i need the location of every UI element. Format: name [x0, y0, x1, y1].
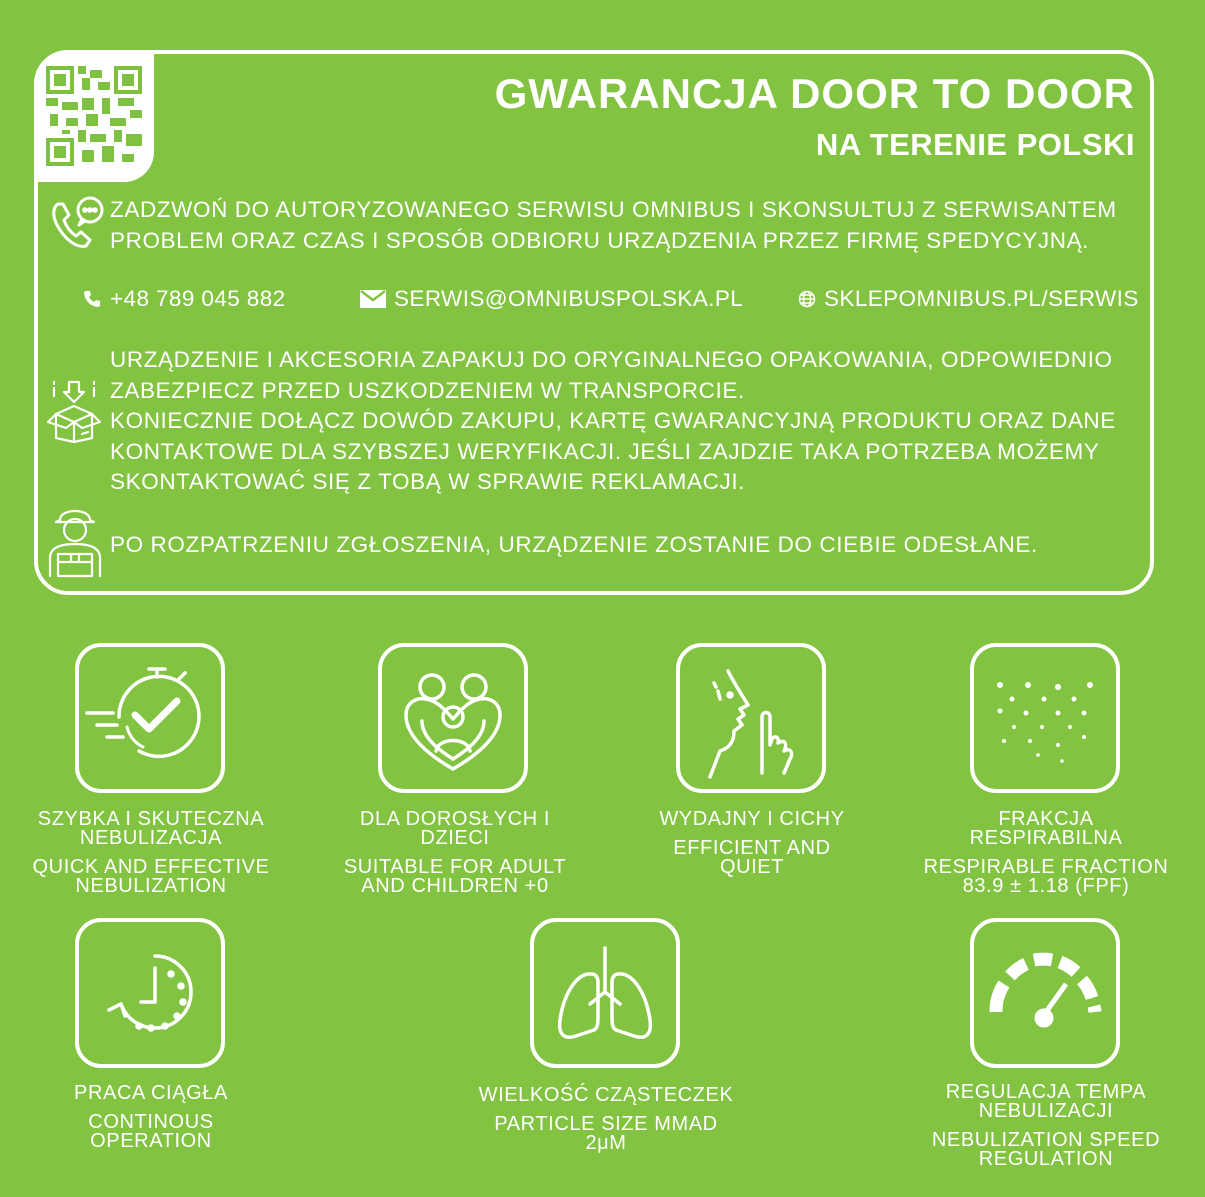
qr-code[interactable] — [34, 50, 154, 182]
step-pack-line: SKONTAKTOWAĆ SIĘ Z TOBĄ W SPRAWIE REKLAMACJI. — [110, 469, 746, 494]
speed-gauge-icon — [970, 918, 1120, 1068]
lungs-icon — [530, 918, 680, 1068]
feature-label-fraction — [896, 810, 1196, 896]
feature-label-fast — [1, 810, 301, 896]
globe-icon — [798, 290, 816, 308]
feature-pl-line: RESPIRABILNA — [969, 827, 1123, 849]
feature-label-family — [305, 810, 605, 896]
feature-pl-line: DLA DOROSŁYCH I — [359, 808, 551, 830]
feature-pl-line: DZIECI — [420, 827, 490, 849]
phone-chat-icon — [48, 194, 106, 257]
feature-en-line: QUICK AND EFFECTIVE — [32, 856, 270, 878]
courier-icon — [44, 500, 106, 587]
feature-en-line: NEBULIZATION SPEED — [931, 1129, 1161, 1151]
feature-pl-line: PRACA CIĄGŁA — [74, 1082, 228, 1104]
feature-en-line: SUITABLE FOR ADULT — [343, 856, 567, 878]
feature-pl-line: WIELKOŚĆ CZĄSTECZEK — [478, 1084, 734, 1106]
feature-label-continuous — [1, 1084, 301, 1151]
feature-en-line: 83.9 ± 1.18 (FPF) — [962, 875, 1130, 897]
feature-en-line: PARTICLE SIZE MMAD — [494, 1113, 718, 1135]
step-pack-line: KONTAKTOWE DLA SZYBSZEJ WERYFIKACJI. JEŚLI ZAJDZIE TAKA POTRZEBA MOŻEMY — [110, 438, 1100, 464]
feature-pl-line: NEBULIZACJI — [978, 1100, 1114, 1122]
qr-code-icon — [46, 66, 142, 166]
step-return-text: PO ROZPATRZENIU ZGŁOSZENIA, URZĄDZENIE ZOSTANIE DO CIEBIE ODESŁANE. — [110, 532, 1038, 557]
page-subtitle: NA TERENIE POLSKI — [815, 127, 1135, 162]
feature-en-line: OPERATION — [90, 1130, 212, 1152]
step-call-line: PROBLEM ORAZ CZAS I SPOSÓB ODBIORU URZĄDZENIA PRZEZ FIRMĘ SPEDYCYJNĄ. — [110, 227, 1090, 253]
contact-phone[interactable] — [82, 286, 286, 312]
family-heart-icon — [378, 643, 528, 793]
package-icon — [44, 378, 104, 449]
step-pack-line: ZABEZPIECZ PRZED USZKODZENIEM W TRANSPORCIE. — [110, 377, 745, 403]
feature-label-speed — [896, 1083, 1196, 1169]
step-pack-text — [110, 345, 1116, 498]
step-pack-line: URZĄDZENIE I AKCESORIA ZAPAKUJ DO ORYGINALNEGO OPAKOWANIA, ODPOWIEDNIO — [110, 347, 1113, 372]
stopwatch-check-icon — [75, 643, 225, 793]
feature-en-line: AND CHILDREN +0 — [361, 875, 549, 897]
phone-icon — [82, 289, 102, 309]
contact-email[interactable] — [360, 286, 743, 312]
feature-pl-line: SZYBKA I SKUTECZNA — [37, 808, 265, 830]
feature-pl-line: REGULACJA TEMPA — [945, 1081, 1147, 1103]
feature-pl-line: WYDAJNY I CICHY — [659, 808, 845, 830]
feature-label-particle — [456, 1086, 756, 1153]
quiet-face-icon — [676, 643, 826, 793]
feature-pl-line: FRAKCJA — [998, 808, 1094, 830]
step-call-line: ZADZWOŃ DO AUTORYZOWANEGO SERWISU OMNIBUS I SKONSULTUJ Z SERWISANTEM — [110, 197, 1117, 222]
feature-en-line: NEBULIZATION — [75, 875, 227, 897]
feature-en-line: RESPIRABLE FRACTION — [923, 856, 1169, 878]
step-pack-line: KONIECZNIE DOŁĄCZ DOWÓD ZAKUPU, KARTĘ GWARANCYJNĄ PRODUKTU ORAZ DANE — [110, 408, 1116, 433]
phone-number: +48 789 045 882 — [110, 286, 286, 311]
clock-cycle-icon — [75, 918, 225, 1068]
feature-pl-line: NEBULIZACJA — [79, 827, 223, 849]
email-address: SERWIS@OMNIBUSPOLSKA.PL — [394, 286, 744, 311]
website-url: SKLEPOMNIBUS.PL/SERWIS — [824, 286, 1139, 311]
feature-en-line: CONTINOUS — [88, 1111, 214, 1133]
particles-icon — [970, 643, 1120, 793]
feature-en-line: 2μM — [585, 1132, 627, 1154]
feature-en-line: REGULATION — [978, 1148, 1114, 1170]
contact-website[interactable] — [798, 286, 1139, 312]
step-call-text — [110, 195, 1117, 256]
feature-en-line: QUIET — [719, 856, 785, 878]
feature-label-quiet — [602, 810, 902, 877]
page-title: GWARANCJA DOOR TO DOOR — [494, 70, 1135, 117]
feature-en-line: EFFICIENT AND — [673, 837, 831, 859]
mail-icon — [360, 290, 386, 308]
